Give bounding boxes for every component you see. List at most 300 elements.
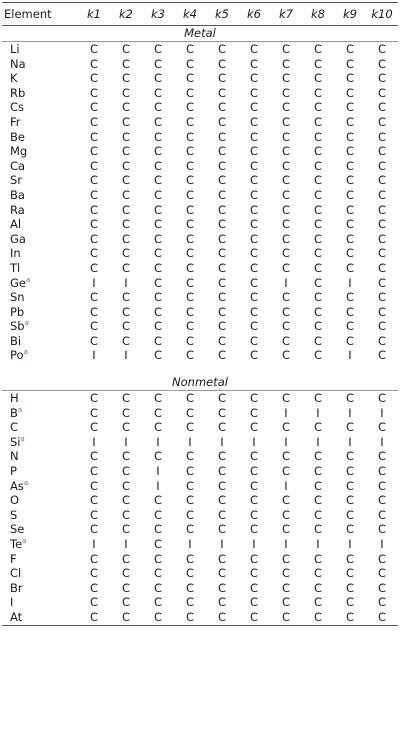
- classification-cell: I: [284, 537, 288, 551]
- element-symbol: P: [10, 464, 17, 479]
- classification-cell: C: [281, 260, 291, 275]
- classification-cell: C: [313, 507, 323, 522]
- classification-cell: C: [217, 333, 227, 348]
- classification-cell: C: [249, 551, 259, 566]
- classification-cell: C: [313, 522, 323, 537]
- element-symbol: Se: [10, 522, 25, 537]
- classification-cell: C: [185, 319, 195, 334]
- classification-cell: C: [217, 566, 227, 581]
- classification-cell: C: [377, 100, 387, 115]
- element-cell: [2, 508, 78, 523]
- element-cell: [2, 100, 78, 115]
- classification-cell: C: [377, 173, 387, 188]
- table-row: [2, 595, 398, 610]
- element-cell: [2, 159, 78, 174]
- classification-cell: C: [121, 551, 131, 566]
- element-cell: [2, 115, 78, 130]
- classification-cell: C: [153, 348, 163, 363]
- classification-cell: C: [153, 566, 163, 581]
- classification-cell: C: [345, 595, 355, 610]
- classification-cell: C: [121, 319, 131, 334]
- classification-cell: C: [206, 610, 238, 625]
- table-row: [2, 493, 398, 508]
- classification-cell: C: [281, 173, 291, 188]
- classification-cell: I: [92, 434, 96, 449]
- classification-cell: C: [217, 493, 227, 508]
- classification-cell: C: [89, 144, 99, 159]
- table-row: [2, 537, 398, 552]
- classification-cell: C: [217, 319, 227, 334]
- table-row: [2, 406, 398, 421]
- element-cell: [2, 71, 78, 86]
- classification-cell: C: [121, 129, 131, 144]
- classification-cell: I: [92, 348, 96, 363]
- classification-cell: C: [153, 304, 163, 319]
- classification-cell: C: [281, 464, 291, 479]
- classification-cell: C: [377, 56, 387, 71]
- classification-cell: I: [348, 275, 352, 290]
- table-row: [2, 435, 398, 450]
- classification-cell: C: [121, 100, 131, 115]
- classification-cell: C: [89, 464, 99, 479]
- table-row: [2, 552, 398, 567]
- classification-cell: C: [281, 158, 291, 173]
- classification-cell: C: [89, 304, 99, 319]
- classification-cell: C: [217, 173, 227, 188]
- classification-cell: C: [377, 290, 387, 305]
- classification-cell: C: [345, 202, 355, 217]
- classification-cell: C: [217, 71, 227, 86]
- classification-cell: C: [313, 260, 323, 275]
- classification-cell: C: [89, 522, 99, 537]
- classification-cell: I: [348, 405, 352, 420]
- classification-cell: C: [185, 551, 195, 566]
- classification-cell: C: [217, 580, 227, 595]
- classification-cell: C: [345, 100, 355, 115]
- classification-cell: C: [153, 56, 163, 71]
- classification-cell: C: [281, 391, 291, 406]
- classification-cell: C: [89, 319, 99, 334]
- classification-cell: C: [313, 464, 323, 479]
- classification-cell: C: [345, 551, 355, 566]
- table-row: [2, 261, 398, 276]
- classification-cell: C: [345, 187, 355, 202]
- classification-cell: C: [121, 304, 131, 319]
- classification-cell: C: [345, 420, 355, 435]
- classification-cell: C: [249, 275, 259, 290]
- classification-cell: C: [313, 333, 323, 348]
- classification-cell: C: [313, 231, 323, 246]
- classification-cell: C: [377, 551, 387, 566]
- element-cell: [2, 276, 78, 291]
- classification-cell: C: [249, 580, 259, 595]
- classification-cell: C: [281, 187, 291, 202]
- table-row: [2, 449, 398, 464]
- classification-cell: C: [313, 71, 323, 86]
- classification-cell: C: [153, 449, 163, 464]
- classification-cell: C: [217, 144, 227, 159]
- classification-cell: C: [121, 246, 131, 261]
- classification-cell: C: [345, 129, 355, 144]
- table-row: [2, 159, 398, 174]
- element-cell: [2, 232, 78, 247]
- element-symbol: Sr: [10, 173, 23, 188]
- classification-cell: C: [217, 42, 227, 56]
- column-header-element: Element: [2, 3, 78, 26]
- classification-cell: C: [153, 537, 163, 551]
- classification-cell: C: [89, 260, 99, 275]
- table-row: [2, 203, 398, 218]
- classification-cell: C: [217, 85, 227, 100]
- table-row: [2, 246, 398, 261]
- classification-cell: C: [345, 158, 355, 173]
- element-cell: [2, 188, 78, 203]
- classification-cell: C: [313, 319, 323, 334]
- footnote-marker: a: [22, 537, 27, 545]
- classification-cell: C: [153, 85, 163, 100]
- classification-cell: C: [153, 187, 163, 202]
- table-row: [2, 115, 398, 130]
- classification-cell: C: [153, 246, 163, 261]
- classification-cell: I: [156, 464, 160, 479]
- classification-cell: C: [153, 391, 163, 406]
- classification-cell: I: [156, 434, 160, 449]
- classification-cell: C: [89, 217, 99, 232]
- classification-cell: C: [89, 129, 99, 144]
- classification-cell: C: [121, 290, 131, 305]
- classification-cell: C: [313, 202, 323, 217]
- classification-cell: C: [185, 202, 195, 217]
- table-row: [2, 100, 398, 115]
- classification-cell: C: [345, 85, 355, 100]
- classification-table-container: [2, 2, 398, 626]
- classification-cell: C: [377, 348, 387, 363]
- classification-cell: C: [249, 522, 259, 537]
- classification-cell: C: [89, 231, 99, 246]
- classification-cell: C: [313, 595, 323, 610]
- classification-cell: C: [249, 173, 259, 188]
- classification-cell: C: [345, 580, 355, 595]
- table-row: [2, 232, 398, 247]
- classification-cell: C: [377, 333, 387, 348]
- classification-cell: C: [377, 217, 387, 232]
- column-header-k6: k6: [238, 3, 270, 26]
- classification-cell: C: [121, 202, 131, 217]
- element-symbol: I: [10, 595, 14, 610]
- classification-cell: C: [345, 464, 355, 479]
- classification-cell: C: [281, 217, 291, 232]
- table-row: [2, 188, 398, 203]
- classification-cell: I: [284, 405, 288, 420]
- classification-cell: C: [217, 114, 227, 129]
- element-symbol: Sb: [10, 319, 25, 334]
- classification-cell: I: [284, 478, 288, 493]
- classification-cell: I: [220, 537, 224, 551]
- classification-cell: C: [121, 580, 131, 595]
- classification-cell: I: [252, 537, 256, 551]
- classification-cell: C: [217, 187, 227, 202]
- table-row: [2, 42, 398, 57]
- classification-cell: C: [281, 580, 291, 595]
- table-row: [2, 391, 398, 406]
- classification-cell: C: [249, 420, 259, 435]
- classification-cell: C: [153, 129, 163, 144]
- classification-cell: C: [89, 290, 99, 305]
- element-symbol: Cl: [10, 566, 22, 581]
- classification-cell: C: [217, 478, 227, 493]
- classification-cell: C: [121, 187, 131, 202]
- classification-cell: C: [89, 551, 99, 566]
- table-row: [2, 217, 398, 232]
- classification-cell: C: [281, 114, 291, 129]
- classification-cell: C: [313, 56, 323, 71]
- classification-cell: C: [78, 610, 110, 625]
- classification-cell: C: [377, 202, 387, 217]
- classification-cell: C: [89, 71, 99, 86]
- classification-cell: C: [281, 129, 291, 144]
- element-symbol: K: [10, 71, 18, 86]
- table-body: [2, 26, 398, 626]
- classification-cell: C: [281, 231, 291, 246]
- classification-cell: C: [270, 610, 302, 625]
- classification-cell: C: [89, 56, 99, 71]
- classification-cell: C: [377, 42, 387, 56]
- classification-cell: C: [121, 405, 131, 420]
- classification-cell: C: [281, 319, 291, 334]
- classification-cell: C: [345, 260, 355, 275]
- element-symbol: Ra: [10, 202, 25, 217]
- classification-cell: C: [153, 173, 163, 188]
- classification-cell: C: [185, 158, 195, 173]
- classification-cell: C: [281, 144, 291, 159]
- classification-cell: C: [345, 56, 355, 71]
- footnote-marker: a: [17, 405, 23, 414]
- classification-cell: I: [124, 537, 128, 551]
- classification-cell: I: [124, 275, 128, 290]
- classification-cell: I: [380, 405, 384, 420]
- classification-cell: C: [313, 304, 323, 319]
- table-row: [2, 130, 398, 145]
- classification-cell: C: [121, 173, 131, 188]
- element-cell: [2, 595, 78, 610]
- classification-cell: C: [185, 493, 195, 508]
- element-cell: [2, 464, 78, 479]
- classification-cell: C: [121, 71, 131, 86]
- classification-cell: C: [313, 478, 323, 493]
- table-row: [2, 610, 398, 625]
- element-cell: [2, 130, 78, 145]
- classification-cell: C: [249, 493, 259, 508]
- classification-cell: C: [185, 580, 195, 595]
- element-cell: [2, 391, 78, 406]
- classification-cell: I: [348, 348, 352, 363]
- classification-cell: C: [313, 246, 323, 261]
- classification-cell: C: [121, 56, 131, 71]
- element-symbol: Mg: [10, 144, 28, 159]
- classification-cell: C: [377, 522, 387, 537]
- classification-cell: C: [345, 114, 355, 129]
- column-header-k1: k1: [78, 3, 110, 26]
- classification-cell: C: [185, 333, 195, 348]
- classification-cell: C: [185, 405, 195, 420]
- classification-cell: C: [217, 290, 227, 305]
- classification-cell: C: [345, 290, 355, 305]
- element-symbol: Si: [10, 434, 21, 449]
- classification-cell: C: [281, 551, 291, 566]
- element-cell: [2, 203, 78, 218]
- classification-cell: C: [89, 158, 99, 173]
- classification-cell: C: [142, 610, 174, 625]
- classification-cell: C: [185, 348, 195, 363]
- column-header-k10: k10: [366, 3, 398, 26]
- element-symbol: O: [10, 493, 20, 508]
- classification-cell: C: [377, 114, 387, 129]
- classification-cell: C: [313, 100, 323, 115]
- classification-cell: C: [281, 522, 291, 537]
- element-cell: [2, 522, 78, 537]
- column-header-k2: k2: [110, 3, 142, 26]
- element-cell: [2, 42, 78, 57]
- element-symbol: Tl: [10, 260, 21, 275]
- classification-cell: C: [217, 405, 227, 420]
- classification-cell: C: [121, 260, 131, 275]
- classification-cell: C: [89, 333, 99, 348]
- classification-cell: C: [153, 231, 163, 246]
- classification-cell: C: [281, 420, 291, 435]
- classification-cell: C: [153, 319, 163, 334]
- classification-cell: C: [377, 275, 387, 290]
- classification-cell: C: [377, 319, 387, 334]
- element-symbol: N: [10, 449, 19, 464]
- table-header-row: [2, 3, 398, 26]
- classification-cell: C: [313, 85, 323, 100]
- table-row: [2, 71, 398, 86]
- classification-cell: C: [121, 144, 131, 159]
- element-cell: [2, 334, 78, 349]
- element-cell: [2, 406, 78, 421]
- table-row: [2, 581, 398, 596]
- classification-cell: C: [377, 391, 387, 406]
- classification-cell: C: [345, 217, 355, 232]
- footnote-marker: a: [23, 478, 29, 487]
- classification-cell: C: [377, 304, 387, 319]
- classification-cell: C: [249, 348, 259, 363]
- classification-cell: C: [89, 449, 99, 464]
- element-cell: [2, 144, 78, 159]
- footnote-marker: a: [23, 348, 28, 357]
- classification-cell: I: [252, 434, 256, 449]
- classification-cell: C: [249, 449, 259, 464]
- element-symbol: Ba: [10, 187, 25, 202]
- element-symbol: Ca: [10, 158, 26, 173]
- element-cell: [2, 449, 78, 464]
- classification-cell: C: [377, 158, 387, 173]
- classification-cell: C: [249, 144, 259, 159]
- classification-cell: C: [89, 478, 99, 493]
- element-symbol: Br: [10, 580, 23, 595]
- column-header-k8: k8: [302, 3, 334, 26]
- classification-cell: C: [217, 464, 227, 479]
- element-symbol: B: [10, 405, 18, 420]
- classification-cell: C: [217, 275, 227, 290]
- classification-cell: I: [380, 434, 384, 449]
- classification-cell: C: [217, 522, 227, 537]
- classification-cell: C: [249, 187, 259, 202]
- element-cell: [2, 479, 78, 494]
- section-heading-row: [2, 375, 398, 391]
- table-row: [2, 464, 398, 479]
- classification-cell: I: [380, 537, 384, 551]
- classification-cell: C: [185, 129, 195, 144]
- section-title: Nonmetal: [2, 375, 398, 391]
- classification-cell: C: [185, 420, 195, 435]
- classification-cell: C: [89, 420, 99, 435]
- classification-cell: C: [377, 260, 387, 275]
- classification-cell: C: [345, 522, 355, 537]
- section-spacer: [2, 363, 398, 375]
- classification-cell: C: [185, 144, 195, 159]
- classification-cell: C: [121, 493, 131, 508]
- classification-cell: C: [281, 304, 291, 319]
- classification-cell: C: [121, 114, 131, 129]
- classification-cell: C: [217, 129, 227, 144]
- classification-cell: C: [334, 610, 366, 625]
- classification-cell: I: [92, 537, 96, 551]
- classification-cell: C: [121, 85, 131, 100]
- classification-cell: C: [89, 85, 99, 100]
- classification-cell: C: [313, 42, 323, 56]
- classification-cell: C: [121, 449, 131, 464]
- element-cell: [2, 348, 78, 363]
- table-row: [2, 86, 398, 101]
- classification-cell: C: [217, 391, 227, 406]
- classification-cell: C: [153, 333, 163, 348]
- classification-cell: C: [89, 493, 99, 508]
- classification-cell: C: [281, 71, 291, 86]
- classification-cell: C: [89, 580, 99, 595]
- table-row: [2, 57, 398, 72]
- classification-cell: C: [89, 202, 99, 217]
- classification-cell: C: [345, 449, 355, 464]
- classification-cell: C: [377, 507, 387, 522]
- element-symbol: Po: [10, 348, 24, 363]
- classification-cell: C: [249, 202, 259, 217]
- classification-cell: C: [345, 566, 355, 581]
- classification-cell: C: [153, 260, 163, 275]
- element-symbol: C: [10, 420, 19, 435]
- classification-cell: C: [121, 507, 131, 522]
- classification-cell: C: [153, 522, 163, 537]
- classification-cell: C: [185, 85, 195, 100]
- element-symbol: Na: [10, 56, 26, 71]
- classification-cell: C: [185, 464, 195, 479]
- classification-cell: C: [110, 610, 142, 625]
- classification-cell: C: [185, 595, 195, 610]
- classification-cell: C: [249, 71, 259, 86]
- classification-cell: C: [249, 304, 259, 319]
- classification-cell: C: [185, 71, 195, 86]
- classification-cell: C: [153, 420, 163, 435]
- classification-cell: C: [121, 595, 131, 610]
- classification-cell: C: [121, 566, 131, 581]
- element-symbol: As: [10, 478, 24, 493]
- classification-cell: C: [249, 231, 259, 246]
- element-symbol: Rb: [10, 85, 26, 100]
- table-row: [2, 305, 398, 320]
- classification-cell: C: [345, 391, 355, 406]
- classification-cell: C: [377, 187, 387, 202]
- element-symbol: At: [10, 609, 23, 624]
